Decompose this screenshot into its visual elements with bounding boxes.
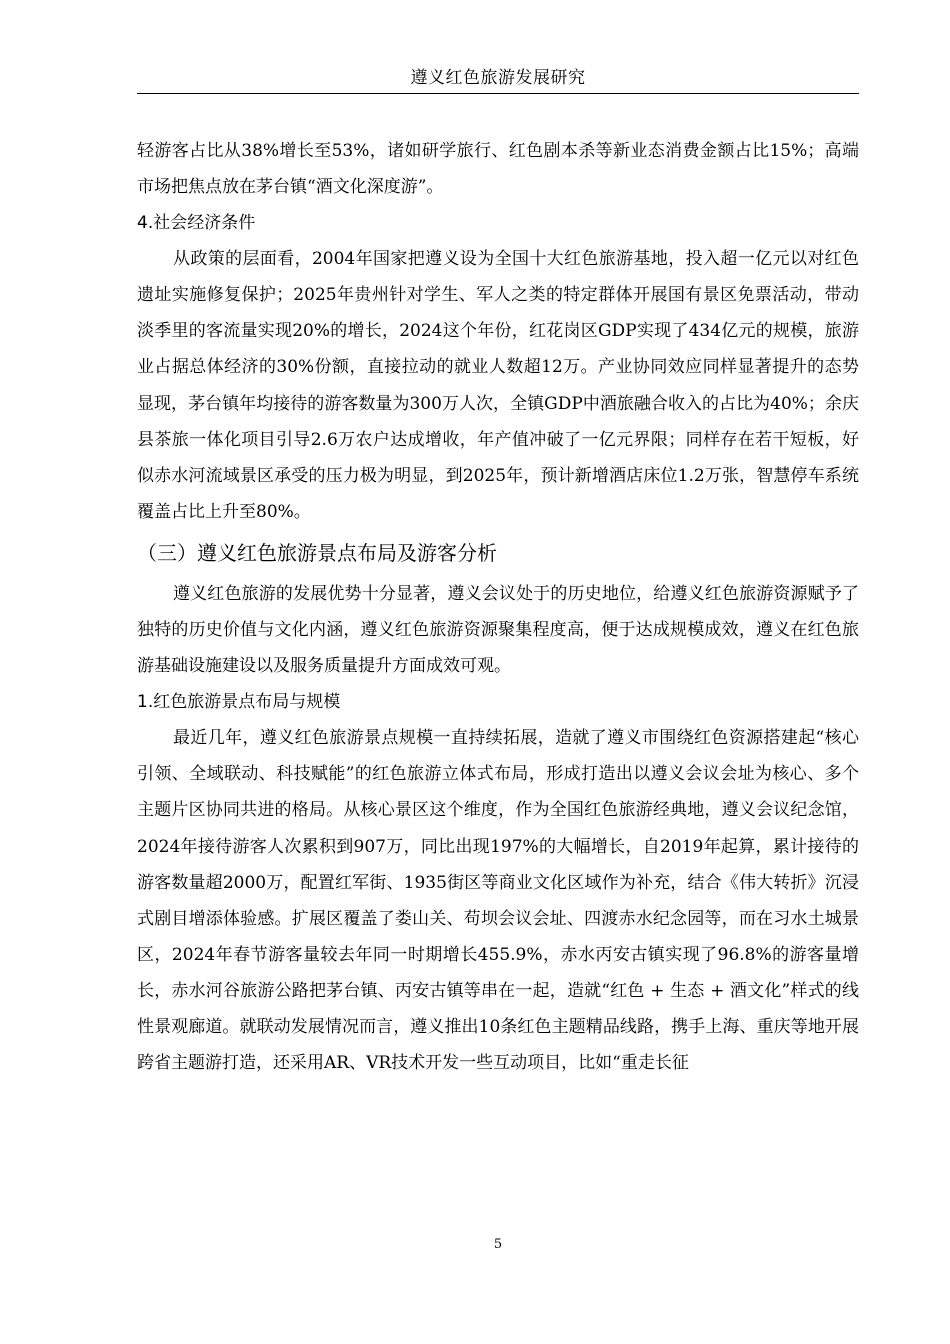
paragraph-continued: 轻游客占比从38%增长至53%，诸如研学旅行、红色剧本杀等新业态消费金额占比15%；高端市场把焦点放在茅台镇“酒文化深度游”。 bbox=[137, 141, 859, 198]
section-heading-layout-and-visitors: （三）遵义红色旅游景点布局及游客分析 bbox=[137, 540, 497, 565]
header-rule bbox=[137, 93, 859, 94]
heading-socioeconomic-conditions: 4.社会经济条件 bbox=[137, 213, 256, 234]
page-number: 5 bbox=[493, 1237, 503, 1252]
paragraph-attraction-layout: 最近几年，遵义红色旅游景点规模一直持续拓展，造就了遵义市围绕红色资源搭建起“核心引领、全域联动、科技赋能”的红色旅游立体式布局，形成打造出以遵义会议会址为核心、多个主题片区协同共进的格局。从核心景区这个维度，作为全国红色旅游经典地，遵义会议纪念馆，2024年接待游客人次累积到907万，同比出现197%的大幅增长，自2019年起算，累计接待的游客数量超2000万，配置红军街、1935街区等商业文化区域作为补充，结合《伟大转折》沉浸式剧目增添体验感。扩展区覆盖了娄山关、苟坝会议会址、四渡赤水纪念园等，而在习水土城景区，2024年春节游客量较去年同一时期增长455.9%，赤水丙安古镇实现了96.8%的游客量增长，赤水河谷旅游公路把茅台镇、丙安古镇等串在一起，造就“红色 + 生态 + 酒文化”样式的线性景观廊道。就联动发展情况而言，遵义推出10条红色主题精品线路，携手上海、重庆等地开展跨省主题游打造，还采用AR、VR技术开发一些互动项目，比如“重走长征 bbox=[137, 728, 859, 1074]
paragraph-advantages: 遵义红色旅游的发展优势十分显著，遵义会议处于的历史地位，给遵义红色旅游资源赋予了独特的历史价值与文化内涵，遵义红色旅游资源聚集程度高，便于达成规模成效，遵义在红色旅游基础设施建设以及服务质量提升方面成效可观。 bbox=[137, 583, 859, 677]
page-content bbox=[137, 133, 859, 1081]
heading-attraction-layout: 1.红色旅游景点布局与规模 bbox=[137, 692, 341, 713]
paragraph-socioeconomic: 从政策的层面看，2004年国家把遵义设为全国十大红色旅游基地，投入超一亿元以对红色遗址实施修复保护；2025年贵州针对学生、军人之类的特定群体开展国有景区免票活动，带动淡季里的客流量实现20%的增长，2024这个年份，红花岗区GDP实现了434亿元的规模，旅游业占据总体经济的30%份额，直接拉动的就业人数超12万。产业协同效应同样显著提升的态势显现，茅台镇年均接待的游客数量为300万人次，全镇GDP中酒旅融合收入的占比为40%；余庆县茶旅一体化项目引导2.6万农户达成增收，年产值冲破了一亿元界限；同样存在若干短板，好似赤水河流域景区承受的压力极为明显，到2025年，预计新增酒店床位1.2万张，智慧停车系统覆盖占比上升至80%。 bbox=[137, 249, 859, 522]
page-header-title: 遵义红色旅游发展研究 bbox=[410, 68, 586, 88]
